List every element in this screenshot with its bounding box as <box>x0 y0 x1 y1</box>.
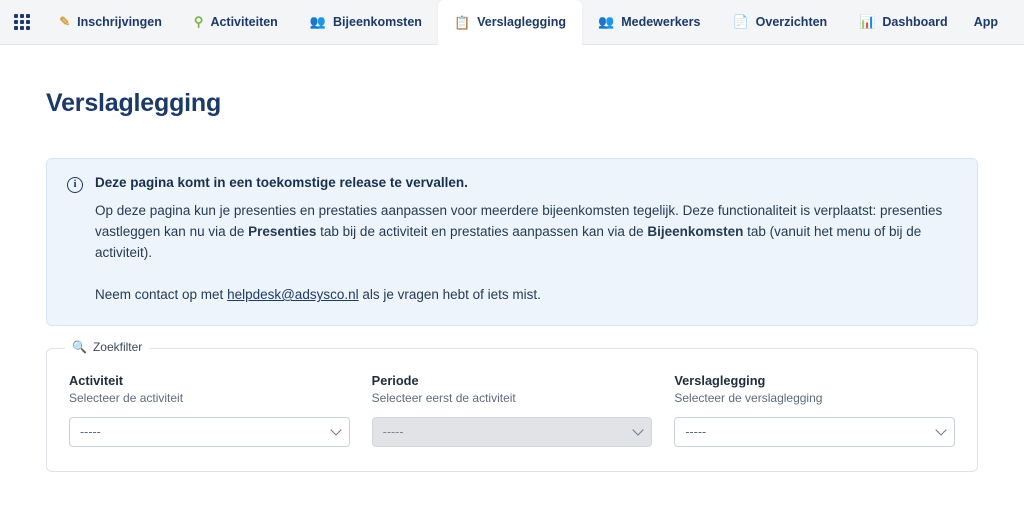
nav-item-dashboard[interactable] <box>843 0 963 44</box>
banner-contact-prefix: Neem contact op met <box>95 287 228 302</box>
filter-columns <box>69 373 955 447</box>
deprecation-banner <box>46 158 978 326</box>
nav-item-inschrijvingen[interactable] <box>43 0 178 44</box>
nav-item-label: Activiteiten <box>210 14 278 29</box>
nav-item-label: Verslaglegging <box>477 15 567 29</box>
page-content <box>0 89 1024 472</box>
periode-select[interactable] <box>372 417 653 447</box>
banner-text-part1: Op deze pagina kun je presenties en prestaties aanpassen voor meerdere bijeenkomsten tegelijk. Deze functionaliteit is verplaatst: presenties vastleggen kan nu via de <box>95 203 943 239</box>
nav-item-label: Dashboard <box>882 14 948 29</box>
nav-item-label: Bijeenkomsten <box>333 14 422 29</box>
verslaglegging-select-wrap <box>674 417 955 447</box>
filter-field-activiteit <box>69 373 350 447</box>
filter-label-activiteit: Activiteit <box>69 373 124 388</box>
nav-item-label: Inschrijvingen <box>77 14 162 29</box>
dashboard-icon: 📊 <box>859 14 876 29</box>
nav-item-overzichten[interactable] <box>716 0 843 44</box>
app-menu-button[interactable] <box>964 0 1024 44</box>
nav-item-verslaglegging[interactable] <box>438 0 582 45</box>
periode-select-wrap <box>372 417 653 447</box>
nav-item-activiteiten[interactable] <box>178 0 294 44</box>
banner-text-part3: tab (vanuit het menu of bij de activiteit). <box>95 224 922 260</box>
banner-text-part2: tab bij de activiteit en prestaties aanpassen kan via de <box>316 224 648 239</box>
top-navbar <box>0 0 1024 45</box>
helpdesk-email-link[interactable]: helpdesk@adsysco.nl <box>227 287 359 302</box>
banner-contact-suffix: als je vragen hebt of iets mist. <box>358 287 541 302</box>
meetings-icon: 👥 <box>309 14 327 29</box>
nav-item-bijeenkomsten[interactable] <box>294 0 438 44</box>
banner-title: Deze pagina komt in een toekomstige release te vervallen. <box>95 175 468 190</box>
nav-item-label: Medewerkers <box>621 14 701 29</box>
banner-contact <box>95 284 957 305</box>
filter-hint-verslaglegging: Selecteer de verslaglegging <box>674 391 823 405</box>
grid-icon <box>14 14 30 30</box>
filter-field-periode <box>372 373 653 447</box>
reporting-icon: 📋 <box>453 14 471 30</box>
search-icon: 🔍 <box>72 340 87 354</box>
filter-label-verslaglegging: Verslaglegging <box>674 373 766 388</box>
banner-body <box>95 175 957 305</box>
banner-text <box>95 200 957 263</box>
nav-item-label: Overzichten <box>755 14 828 29</box>
activiteit-select[interactable] <box>69 417 350 447</box>
banner-bold-presenties: Presenties <box>248 224 317 239</box>
activities-icon: ⚲ <box>193 14 204 29</box>
nav-items <box>43 0 963 44</box>
search-filter-legend <box>65 340 149 354</box>
banner-bold-bijeenkomsten: Bijeenkomsten <box>647 224 744 239</box>
employees-icon: 👥 <box>598 14 615 29</box>
info-icon: i <box>67 177 83 193</box>
overviews-icon: 📄 <box>732 14 749 29</box>
enrollments-icon: ✎ <box>59 14 71 29</box>
search-filter-legend-label: Zoekfilter <box>92 340 143 354</box>
apps-grid-button[interactable] <box>0 0 43 44</box>
filter-label-periode: Periode <box>371 373 419 388</box>
search-filter-panel <box>46 340 978 472</box>
verslaglegging-select[interactable] <box>674 417 955 447</box>
filter-hint-periode: Selecteer eerst de activiteit <box>371 391 516 405</box>
page-title: Verslaglegging <box>46 89 222 117</box>
activiteit-select-wrap <box>69 417 350 447</box>
nav-item-medewerkers[interactable] <box>582 0 716 44</box>
app-menu-label: App <box>973 15 998 29</box>
filter-hint-activiteit: Selecteer de activiteit <box>69 391 184 405</box>
filter-field-verslaglegging <box>674 373 955 447</box>
